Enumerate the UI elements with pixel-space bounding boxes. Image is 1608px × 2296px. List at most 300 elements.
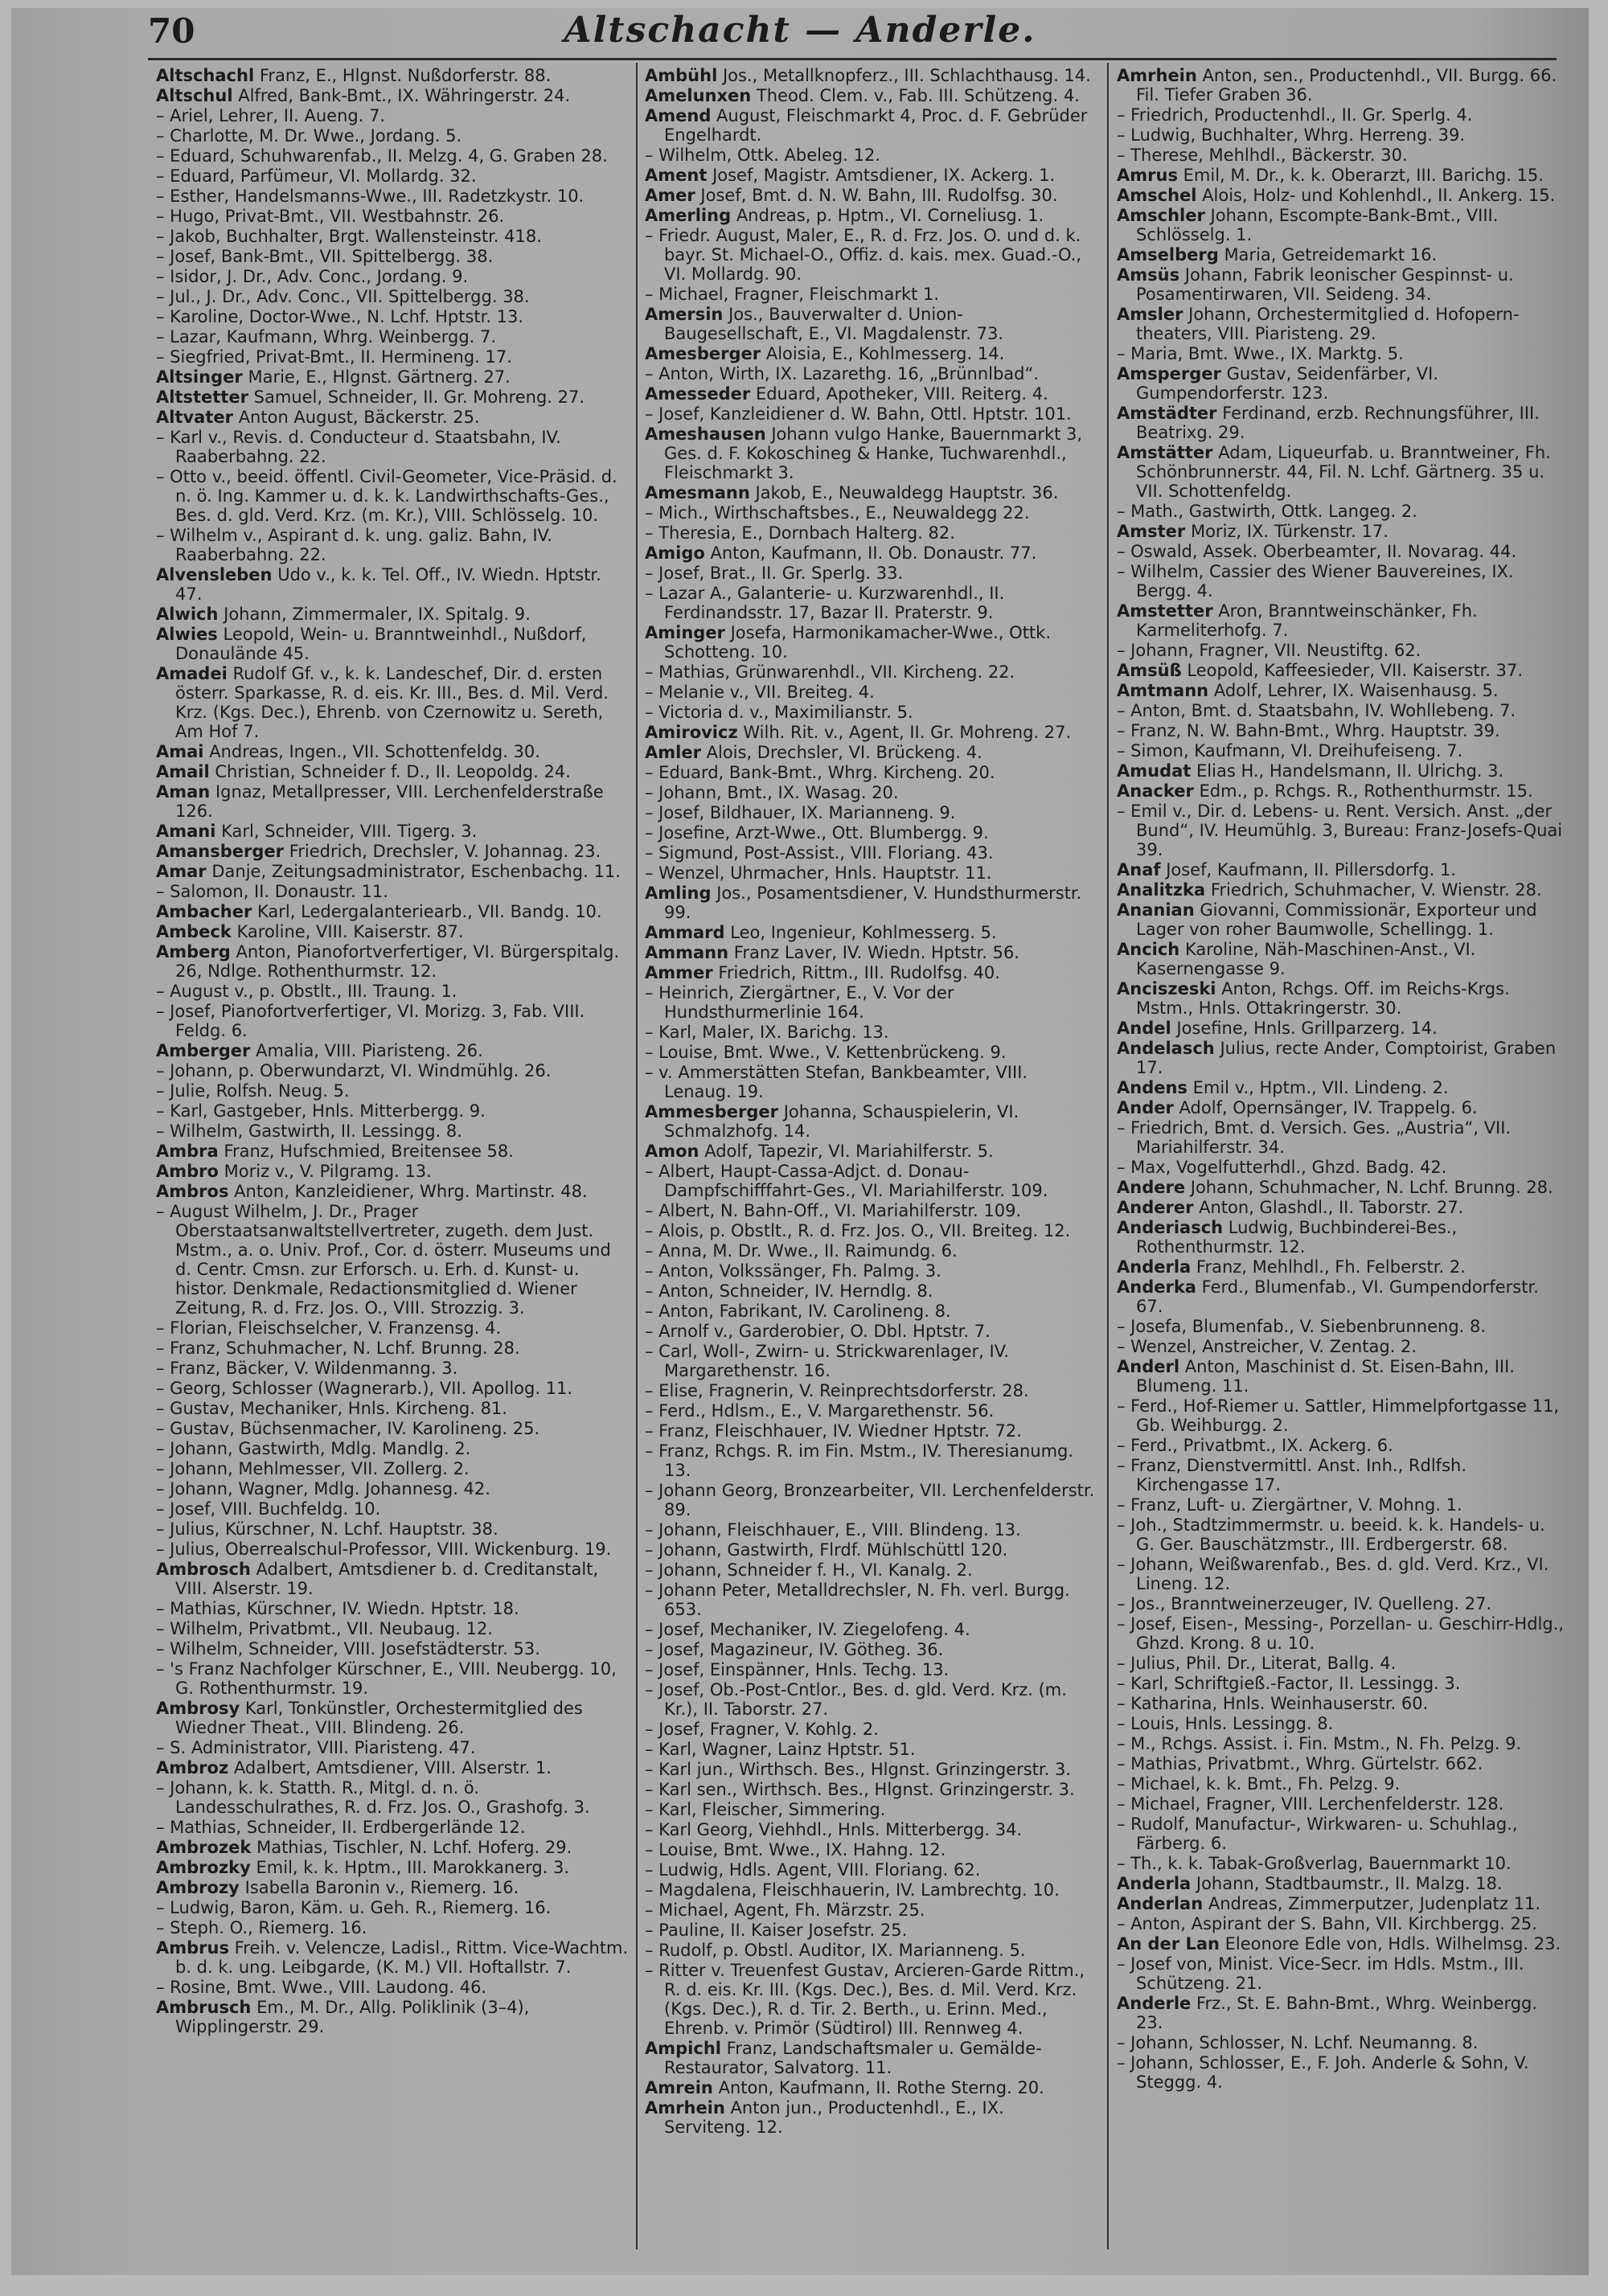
entry-surname: Amsüs xyxy=(1117,265,1180,285)
directory-entry xyxy=(645,1241,1095,1261)
directory-entry xyxy=(645,623,1095,662)
entry-details: – Julius, Oberrealschul-Professor, VIII. Wickenburg. 19. xyxy=(156,1540,612,1559)
directory-entry xyxy=(1117,979,1567,1018)
entry-details: – Lazar A., Galanterie- u. Kurzwarenhdl., II. Ferdinandsstr. 17, Bazar II. Praterstr. 9. xyxy=(645,584,1005,622)
directory-entry xyxy=(156,347,630,367)
entry-details: Ignaz, Metallpresser, VIII. Lerchenfelderstraße 126. xyxy=(175,782,604,821)
entry-surname: Amend xyxy=(645,106,712,125)
directory-entry xyxy=(1117,245,1567,264)
directory-entry xyxy=(156,387,630,407)
directory-entry xyxy=(645,1780,1095,1799)
entry-surname: Ammesberger xyxy=(645,1102,779,1121)
entry-details: – Jakob, Buchhalter, Brgt. Wallensteinstr. 418. xyxy=(156,227,542,246)
directory-entry xyxy=(1117,1118,1567,1157)
entry-details: Adolf, Tapezir, VI. Mariahilferstr. 5. xyxy=(704,1142,994,1161)
entry-details: – Oswald, Assek. Oberbeamter, II. Novarag. 44. xyxy=(1117,542,1517,561)
entry-details: – Josef von, Minist. Vice-Secr. im Hdls. Mstm., III. Schützeng. 21. xyxy=(1117,1954,1524,1993)
entry-surname: Amersin xyxy=(645,305,724,324)
entry-details: Karl, Tonkünstler, Orchestermitglied des Wiedner Theat., VIII. Blindeng. 26. xyxy=(175,1699,583,1737)
directory-entry xyxy=(156,742,630,761)
directory-entry xyxy=(645,863,1095,883)
directory-entry xyxy=(1117,1914,1567,1933)
directory-entry xyxy=(1117,1396,1567,1435)
entry-details: – Johann, k. k. Statth. R., Mitgl. d. n. ö. Landesschulrathes, R. d. Frz. Jos. O., Grashofg. 3. xyxy=(156,1778,590,1817)
directory-entry xyxy=(645,703,1095,722)
entry-details: Adalbert, Amtsdiener b. d. Creditanstalt, VIII. Alserstr. 19. xyxy=(175,1560,599,1598)
directory-entry xyxy=(1117,761,1567,781)
entry-details: Alois, Holz- und Kohlenhdl., II. Ankerg. 15. xyxy=(1202,186,1556,205)
entry-details: – Salomon, II. Donaustr. 11. xyxy=(156,882,388,901)
entry-details: Danje, Zeitungsadministrator, Eschenbachg. 11. xyxy=(211,862,621,881)
entry-details: Leo, Ingenieur, Kohlmesserg. 5. xyxy=(730,923,997,942)
directory-entry xyxy=(156,428,630,466)
entry-details: Marie, E., Hlgnst. Gärtnerg. 27. xyxy=(248,367,511,387)
entry-surname: Anacker xyxy=(1117,781,1194,801)
entry-details: – Magdalena, Fleischhauerin, IV. Lambrechtg. 10. xyxy=(645,1880,1060,1900)
directory-entry xyxy=(1117,1218,1567,1257)
entry-details: Josef, Bmt. d. N. W. Bahn, III. Rudolfsg. 30. xyxy=(700,186,1058,205)
entry-surname: Andere xyxy=(1117,1178,1186,1197)
entry-details: – Josefa, Blumenfab., V. Siebenbrunneng. 8. xyxy=(1117,1317,1487,1336)
directory-entry xyxy=(645,166,1095,185)
entry-details: – Franz, Bäcker, V. Wildenmanng. 3. xyxy=(156,1359,458,1378)
directory-entry xyxy=(645,1342,1095,1380)
entry-details: – Wilhelm, Cassier des Wiener Bauvereines, IX. Bergg. 4. xyxy=(1117,562,1514,601)
entry-details: Anton, Maschinist d. St. Eisen-Bahn, III. Blumeng. 11. xyxy=(1136,1357,1515,1396)
directory-entry xyxy=(645,305,1095,343)
directory-entry xyxy=(645,2039,1095,2077)
entry-surname: Amelunxen xyxy=(645,86,752,105)
directory-entry xyxy=(1117,1654,1567,1673)
entry-details: – Franz, N. W. Bahn-Bmt., Whrg. Hauptstr. 39. xyxy=(1117,721,1500,740)
entry-surname: Ambeck xyxy=(156,922,232,941)
entry-details: – Karl Georg, Viehhdl., Hnls. Mitterbergg. 34. xyxy=(645,1820,1023,1839)
directory-entry xyxy=(645,564,1095,583)
directory-entry xyxy=(645,823,1095,843)
entry-details: Leopold, Wein- u. Branntweinhdl., Nußdorf, Donaulände 45. xyxy=(175,625,587,663)
entry-details: – Joh., Stadtzimmermstr. u. beeid. k. k. Handels- u. G. Ger. Bauschätzmstr., III. Erdbergerstr. 68. xyxy=(1117,1515,1545,1554)
entry-surname: Ambühl xyxy=(645,66,718,85)
entry-details: – Michael, Fragner, VIII. Lerchenfelderstr. 128. xyxy=(1117,1794,1504,1814)
entry-details: – Karl jun., Wirthsch. Bes., Hlgnst. Grinzingerstr. 3. xyxy=(645,1760,1071,1779)
directory-entry xyxy=(645,743,1095,762)
directory-entry xyxy=(645,106,1095,145)
directory-entry xyxy=(156,902,630,921)
entry-details: Gustav, Seidenfärber, VI. Gumpendorferstr. 123. xyxy=(1136,364,1439,403)
entry-surname: Ambrusch xyxy=(156,1998,252,2017)
directory-entry xyxy=(645,503,1095,523)
entry-details: – Michael, Fragner, Fleischmarkt 1. xyxy=(645,285,940,304)
directory-entry xyxy=(645,963,1095,982)
entry-details: – Johann, Schlosser, N. Lchf. Neumanng. 8. xyxy=(1117,2033,1479,2052)
directory-entry xyxy=(156,862,630,881)
entry-surname: Anderer xyxy=(1117,1198,1194,1217)
entry-details: Karoline, Näh-Maschinen-Anst., VI. Kasernengasse 9. xyxy=(1136,940,1476,978)
directory-entry xyxy=(156,166,630,186)
entry-surname: Amstetter xyxy=(1117,601,1213,621)
directory-entry xyxy=(156,267,630,286)
entry-details: – Karl, Fleischer, Simmering. xyxy=(645,1800,886,1819)
directory-entry xyxy=(645,1261,1095,1281)
entry-surname: Ampichl xyxy=(645,2039,721,2058)
entry-details: – Gustav, Büchsenmacher, IV. Karolineng. 25. xyxy=(156,1419,540,1438)
entry-details: – Rudolf, Manufactur-, Wirkwaren- u. Schuhlag., Färberg. 6. xyxy=(1117,1814,1518,1853)
entry-details: Karl, Ledergalanteriearb., VII. Bandg. 10. xyxy=(257,902,602,921)
directory-entry xyxy=(156,247,630,266)
entry-details: – Franz, Dienstvermittl. Anst. Inh., Rdlfsh. Kirchengasse 17. xyxy=(1117,1456,1466,1494)
entry-details: – Johann, Wagner, Mdlg. Johannesg. 42. xyxy=(156,1479,490,1499)
entry-details: Jos., Metallknopferz., III. Schlachthausg. 14. xyxy=(722,66,1091,85)
entry-details: – Mich., Wirthschaftsbes., E., Neuwaldegg 22. xyxy=(645,503,1030,523)
entry-details: – Emil v., Dir. d. Lebens- u. Rent. Versich. Anst. „der Bund“, IV. Heumühlg. 3, Bureau: Franz-Josefs-Quai 39. xyxy=(1117,802,1563,859)
entry-surname: Amsler xyxy=(1117,305,1183,324)
entry-details: Udo v., k. k. Tel. Off., IV. Wiedn. Hptstr. 47. xyxy=(175,565,601,604)
entry-details: Andreas, Zimmerputzer, Judenplatz 11. xyxy=(1208,1894,1541,1913)
entry-details: – Josef, Fragner, V. Kohlg. 2. xyxy=(645,1720,879,1739)
directory-entry xyxy=(1117,404,1567,442)
directory-entry xyxy=(1117,344,1567,363)
directory-entry xyxy=(645,86,1095,105)
entry-surname: Ambro xyxy=(156,1162,219,1181)
directory-entry xyxy=(1117,2053,1567,2092)
directory-entry xyxy=(645,543,1095,563)
entry-surname: Ander xyxy=(1117,1098,1174,1117)
directory-entry xyxy=(645,662,1095,682)
entry-surname: Amadei xyxy=(156,664,228,683)
entry-details: – Charlotte, M. Dr. Wwe., Jordang. 5. xyxy=(156,126,462,146)
entry-surname: Ambra xyxy=(156,1142,219,1161)
entry-surname: Amstädter xyxy=(1117,404,1217,423)
directory-entry xyxy=(156,782,630,821)
running-head: Altschacht — Anderle. xyxy=(564,10,1036,51)
entry-details: Adalbert, Amtsdiener, VIII. Alserstr. 1. xyxy=(233,1758,552,1777)
entry-surname: Amsüß xyxy=(1117,661,1182,680)
directory-entry xyxy=(156,565,630,604)
directory-entry xyxy=(1117,1337,1567,1356)
entry-surname: Amon xyxy=(645,1142,699,1161)
directory-entry xyxy=(1117,186,1567,205)
entry-details: – M., Rchgs. Assist. i. Fin. Mstm., N. Fh. Pelzg. 9. xyxy=(1117,1734,1522,1753)
directory-entry xyxy=(156,66,630,85)
entry-details: Johann, Escompte-Bank-Bmt., VIII. Schlösselg. 1. xyxy=(1136,206,1499,244)
entry-details: – Franz, Fleischhauer, IV. Wiedner Hptstr. 72. xyxy=(645,1421,1022,1441)
entry-details: – 's Franz Nachfolger Kürschner, E., VIII. Neubergg. 10, G. Rothenthurmstr. 19. xyxy=(156,1659,617,1698)
directory-entry xyxy=(156,1439,630,1458)
entry-surname: Anciszeski xyxy=(1117,979,1216,998)
entry-details: – Theresia, E., Dornbach Halterg. 82. xyxy=(645,523,955,543)
directory-entry xyxy=(1117,1954,1567,1993)
entry-details: Maria, Getreidemarkt 16. xyxy=(1224,245,1438,264)
directory-entry xyxy=(1117,542,1567,561)
entry-surname: Amberger xyxy=(156,1041,251,1060)
entry-surname: Ambros xyxy=(156,1182,229,1201)
entry-details: – Karl, Gastgeber, Hnls. Mitterbergg. 9. xyxy=(156,1101,486,1121)
directory-entry xyxy=(156,1182,630,1201)
entry-surname: Amesmann xyxy=(645,483,750,502)
entry-details: Josef, Magistr. Amtsdiener, IX. Ackerg. 1. xyxy=(712,166,1056,185)
entry-details: Elias H., Handelsmann, II. Ulrichg. 3. xyxy=(1196,761,1504,781)
directory-entry xyxy=(1117,1317,1567,1336)
directory-entry xyxy=(1117,125,1567,145)
entry-details: Andreas, p. Hptm., VI. Corneliusg. 1. xyxy=(736,206,1044,225)
directory-entry xyxy=(156,1838,630,1857)
entry-details: – Wilhelm, Privatbmt., VII. Neubaug. 12. xyxy=(156,1619,493,1638)
entry-details: Julius, recte Ander, Comptoirist, Graben 17. xyxy=(1136,1039,1557,1077)
entry-surname: Ambrosch xyxy=(156,1560,251,1579)
directory-entry xyxy=(645,1142,1095,1161)
directory-entry xyxy=(156,1699,630,1737)
directory-entry xyxy=(156,1339,630,1358)
entry-details: – Math., Gastwirth, Ottk. Langeg. 2. xyxy=(1117,502,1417,521)
directory-entry xyxy=(645,1421,1095,1441)
entry-details: – Therese, Mehlhdl., Bäckerstr. 30. xyxy=(1117,146,1408,165)
directory-entry xyxy=(645,1760,1095,1779)
entry-surname: Amrhein xyxy=(645,2098,725,2118)
directory-entry xyxy=(645,206,1095,225)
entry-details: – Mathias, Grünwarenhdl., VII. Kircheng. 22. xyxy=(645,662,1015,682)
entry-details: Johann, Orchestermitglied d. Hofopern-theaters, VIII. Piaristeng. 29. xyxy=(1136,305,1520,343)
entry-details: – Lazar, Kaufmann, Whrg. Weinbergg. 7. xyxy=(156,327,497,346)
entry-details: – Franz, Rchgs. R. im Fin. Mstm., IV. Theresianumg. 13. xyxy=(645,1441,1074,1480)
entry-details: Anton jun., Productenhdl., E., IX. Serviteng. 12. xyxy=(664,2098,1004,2137)
directory-entry xyxy=(1117,305,1567,343)
entry-details: – Johann, p. Oberwundarzt, VI. Windmühlg. 26. xyxy=(156,1061,552,1080)
entry-details: – Isidor, J. Dr., Adv. Conc., Jordang. 9. xyxy=(156,267,469,286)
directory-entry xyxy=(156,1081,630,1101)
entry-surname: Ananian xyxy=(1117,900,1195,920)
entry-details: – Mathias, Schneider, II. Erdbergerlände 12. xyxy=(156,1818,526,1837)
entry-surname: Amberg xyxy=(156,942,231,961)
entry-details: Anton, Pianofortverfertiger, VI. Bürgerspitalg. 26, Ndlge. Rothenthurmstr. 12. xyxy=(175,942,620,981)
entry-details: – Albert, N. Bahn-Off., VI. Mariahilferstr. 109. xyxy=(645,1201,1022,1220)
directory-entry xyxy=(1117,1098,1567,1117)
entry-surname: Analitzka xyxy=(1117,880,1206,900)
directory-entry xyxy=(645,1860,1095,1880)
directory-entry xyxy=(1117,265,1567,304)
entry-details: – Carl, Woll-, Zwirn- u. Strickwarenlager, IV. Margarethenstr. 16. xyxy=(645,1342,1010,1380)
header-rule xyxy=(148,58,1557,60)
entry-details: – Ludwig, Baron, Käm. u. Geh. R., Riemerg. 16. xyxy=(156,1898,552,1917)
entry-surname: Anderlan xyxy=(1117,1894,1204,1913)
directory-entry xyxy=(156,1659,630,1698)
entry-surname: Anderla xyxy=(1117,1257,1192,1277)
entry-details: – Josef, Brat., II. Gr. Sperlg. 33. xyxy=(645,564,904,583)
directory-entry xyxy=(1117,1277,1567,1316)
entry-details: Franz, Hufschmied, Breitensee 58. xyxy=(224,1142,514,1161)
directory-entry xyxy=(1117,1674,1567,1693)
directory-entry xyxy=(1117,1078,1567,1097)
entry-details: Adolf, Lehrer, IX. Waisenhausg. 5. xyxy=(1213,681,1499,700)
entry-surname: Ambrozek xyxy=(156,1838,252,1857)
directory-entry xyxy=(645,2078,1095,2097)
entry-details: – Anna, M. Dr. Wwe., II. Raimundg. 6. xyxy=(645,1241,958,1261)
entry-details: Franz Laver, IV. Wiedn. Hptstr. 56. xyxy=(733,943,1019,962)
entry-details: – Alois, p. Obstlt., R. d. Frz. Jos. O., VII. Breiteg. 12. xyxy=(645,1221,1071,1240)
directory-entry xyxy=(645,1520,1095,1540)
directory-entry xyxy=(1117,880,1567,900)
directory-entry xyxy=(1117,1874,1567,1893)
entry-details: August, Fleischmarkt 4, Proc. d. F. Gebrüder Engelhardt. xyxy=(664,106,1088,145)
directory-entry xyxy=(156,1379,630,1398)
directory-entry xyxy=(645,344,1095,363)
entry-details: Adolf, Opernsänger, IV. Trappelg. 6. xyxy=(1179,1098,1478,1117)
entry-surname: Amesseder xyxy=(645,384,751,404)
entry-details: – Eduard, Schuhwarenfab., II. Melzg. 4, G. Graben 28. xyxy=(156,146,608,166)
entry-details: Moriz v., V. Pilgramg. 13. xyxy=(224,1162,432,1181)
directory-entry xyxy=(1117,940,1567,978)
directory-entry xyxy=(1117,900,1567,939)
directory-entry xyxy=(156,146,630,166)
directory-entry xyxy=(1117,681,1567,700)
directory-entry xyxy=(156,1540,630,1559)
directory-entry xyxy=(1117,701,1567,720)
directory-entry xyxy=(1117,1019,1567,1038)
entry-details: – Josef, Ob.-Post-Cntlor., Bes. d. gld. Verd. Krz. (m. Kr.), II. Taborstr. 27. xyxy=(645,1680,1067,1719)
directory-entry xyxy=(645,483,1095,502)
entry-surname: An der Lan xyxy=(1117,1934,1220,1954)
entry-details: Adam, Liqueurfab. u. Branntweiner, Fh. Schönbrunnerstr. 44, Fil. N. Lchf. Gärtnerg. 35 u. VII. Schottenfeldg. xyxy=(1136,443,1551,501)
entry-details: Aron, Branntweinschänker, Fh. Karmeliterhofg. 7. xyxy=(1136,601,1478,640)
entry-details: Freih. v. Velencze, Ladisl., Rittm. Vice-Wachtm. b. d. k. ung. Leibgarde, (K. M.) VII. Hoftallstr. 7. xyxy=(175,1938,629,1977)
directory-entry xyxy=(156,1419,630,1438)
entry-details: Josefa, Harmonikamacher-Wwe., Ottk. Schotteng. 10. xyxy=(664,623,1051,662)
entry-details: – Johann, Gastwirth, Mdlg. Mandlg. 2. xyxy=(156,1439,471,1458)
entry-details: – Josef, Eisen-, Messing-, Porzellan- u. Geschirr-Hdlg., Ghzd. Krong. 8 u. 10. xyxy=(1117,1614,1565,1653)
entry-details: – Julie, Rolfsh. Neug. 5. xyxy=(156,1081,350,1101)
entry-details: Moriz, IX. Türkenstr. 17. xyxy=(1190,522,1389,541)
entry-details: – Anton, Fabrikant, IV. Carolineng. 8. xyxy=(645,1302,951,1321)
entry-surname: Ancich xyxy=(1117,940,1180,959)
directory-entry xyxy=(1117,1614,1567,1653)
entry-details: – Siegfried, Privat-Bmt., II. Hermineng. 17. xyxy=(156,347,512,367)
entry-surname: Ammann xyxy=(645,943,729,962)
entry-details: – Melanie v., VII. Breiteg. 4. xyxy=(645,683,875,702)
directory-entry xyxy=(645,584,1095,622)
entry-surname: Amai xyxy=(156,742,204,761)
entry-details: – Julius, Phil. Dr., Literat, Ballg. 4. xyxy=(1117,1654,1397,1673)
directory-entry xyxy=(1117,105,1567,125)
entry-surname: Altvater xyxy=(156,408,233,427)
directory-entry xyxy=(156,1858,630,1877)
entry-surname: Ambroz xyxy=(156,1758,229,1777)
entry-details: – Johann Georg, Bronzearbeiter, VII. Lerchenfelderstr. 89. xyxy=(645,1481,1095,1519)
directory-entry xyxy=(1117,1178,1567,1197)
entry-details: – Jul., J. Dr., Adv. Conc., VII. Spittelbergg. 38. xyxy=(156,287,530,306)
entry-details: – Johann Peter, Metalldrechsler, N. Fh. verl. Burgg. 653. xyxy=(645,1581,1070,1619)
entry-surname: Ambrozy xyxy=(156,1878,240,1897)
column-3 xyxy=(1117,66,1567,2093)
directory-entry xyxy=(1117,641,1567,660)
entry-details: – Ariel, Lehrer, II. Aueng. 7. xyxy=(156,106,386,125)
directory-entry xyxy=(645,1481,1095,1519)
entry-details: – Heinrich, Ziergärtner, E., V. Vor der Hundsthurmerlinie 164. xyxy=(645,983,954,1022)
entry-details: – Rosine, Bmt. Wwe., VIII. Laudong. 46. xyxy=(156,1978,487,1997)
directory-entry xyxy=(645,1302,1095,1321)
directory-entry xyxy=(156,1998,630,2036)
entry-details: Eduard, Apotheker, VIII. Reiterg. 4. xyxy=(755,384,1048,404)
entry-details: Anton August, Bäckerstr. 25. xyxy=(238,408,480,427)
entry-details: – Mathias, Kürschner, IV. Wiedn. Hptstr. 18. xyxy=(156,1599,519,1618)
directory-entry xyxy=(156,1738,630,1757)
entry-details: Johann vulgo Hanke, Bauernmarkt 3, Ges. d. F. Kokoschineg & Hanke, Tuchwarenhdl., Fleischmarkt 3. xyxy=(664,424,1083,482)
directory-entry xyxy=(156,367,630,387)
entry-surname: Amster xyxy=(1117,522,1186,541)
directory-entry xyxy=(1117,721,1567,740)
entry-surname: Alwies xyxy=(156,625,218,644)
directory-entry xyxy=(156,1121,630,1141)
entry-details: – Karl, Schriftgieß.-Factor, II. Lessingg. 3. xyxy=(1117,1674,1461,1693)
entry-details: Jakob, E., Neuwaldegg Hauptstr. 36. xyxy=(755,483,1059,502)
entry-details: Anton, Kaufmann, II. Ob. Donaustr. 77. xyxy=(710,543,1037,563)
entry-surname: Andens xyxy=(1117,1078,1188,1097)
directory-entry xyxy=(645,884,1095,922)
directory-entry xyxy=(1117,66,1567,105)
directory-entry xyxy=(645,424,1095,482)
directory-entry xyxy=(156,982,630,1001)
entry-details: – Karl, Wagner, Lainz Hptstr. 51. xyxy=(645,1740,916,1759)
entry-surname: Amar xyxy=(156,862,207,881)
entry-details: – S. Administrator, VIII. Piaristeng. 47. xyxy=(156,1738,476,1757)
directory-entry xyxy=(1117,1555,1567,1593)
directory-entry xyxy=(645,384,1095,404)
entry-details: Johann, Schuhmacher, N. Lchf. Brunng. 28. xyxy=(1190,1178,1553,1197)
entry-details: Anton, sen., Productenhdl., VII. Burgg. 66. Fil. Tiefer Graben 36. xyxy=(1136,66,1557,105)
column-2 xyxy=(645,66,1095,2138)
directory-entry xyxy=(645,1322,1095,1341)
entry-details: – Maria, Bmt. Wwe., IX. Marktg. 5. xyxy=(1117,344,1404,363)
entry-details: Emil v., Hptm., VII. Lindeng. 2. xyxy=(1192,1078,1449,1097)
directory-entry xyxy=(1117,562,1567,601)
directory-entry xyxy=(645,763,1095,782)
entry-details: – Anton, Wirth, IX. Lazarethg. 16, „Brünnlbad“. xyxy=(645,364,1040,383)
directory-entry xyxy=(645,1063,1095,1101)
entry-details: Ludwig, Buchbinderei-Bes., Rothenthurmstr. 12. xyxy=(1136,1218,1458,1257)
entry-details: Alois, Drechsler, VI. Brückeng. 4. xyxy=(706,743,982,762)
entry-details: – Karl v., Revis. d. Conducteur d. Staatsbahn, IV. Raaberbahng. 22. xyxy=(156,428,561,466)
directory-entry xyxy=(156,227,630,246)
directory-entry xyxy=(645,943,1095,962)
entry-details: Jos., Bauverwalter d. Union-Baugesellschaft, E., VI. Magdalenstr. 73. xyxy=(664,305,1004,343)
directory-entry xyxy=(156,1479,630,1499)
entry-details: Franz, Landschaftsmaler u. Gemälde-Restaurator, Salvatorg. 11. xyxy=(664,2039,1042,2077)
directory-entry xyxy=(156,1061,630,1080)
entry-details: Christian, Schneider f. D., II. Leopoldg. 24. xyxy=(215,762,571,781)
entry-details: Johann, Zimmermaler, IX. Spitalg. 9. xyxy=(224,605,531,624)
directory-entry xyxy=(156,1041,630,1060)
entry-details: Theod. Clem. v., Fab. III. Schützeng. 4. xyxy=(756,86,1080,105)
entry-details: Franz, E., Hlgnst. Nußdorferstr. 88. xyxy=(259,66,552,85)
entry-details: – Johann, Fleischhauer, E., VIII. Blindeng. 13. xyxy=(645,1520,1021,1540)
entry-details: Josef, Kaufmann, II. Pillersdorfg. 1. xyxy=(1166,860,1456,879)
entry-details: Friedrich, Rittm., III. Rudolfsg. 40. xyxy=(718,963,1000,982)
directory-page xyxy=(11,8,1589,2275)
entry-details: – Franz, Luft- u. Ziergärtner, V. Mohng. 1. xyxy=(1117,1495,1462,1515)
entry-details: – Friedrich, Bmt. d. Versich. Ges. „Austria“, VII. Mariahilferstr. 34. xyxy=(1117,1118,1512,1157)
entry-details: Karoline, VIII. Kaiserstr. 87. xyxy=(236,922,464,941)
directory-entry xyxy=(156,307,630,326)
entry-details: – Anton, Bmt. d. Staatsbahn, IV. Wohllebeng. 7. xyxy=(1117,701,1516,720)
directory-entry xyxy=(156,1162,630,1181)
directory-entry xyxy=(1117,1734,1567,1753)
directory-entry xyxy=(156,605,630,624)
entry-details: – Johann, Weißwarenfab., Bes. d. gld. Verd. Krz., VI. Lineng. 12. xyxy=(1117,1555,1549,1593)
entry-details: – Simon, Kaufmann, VI. Dreihufeiseng. 7. xyxy=(1117,741,1463,761)
entry-details: – Albert, Haupt-Cassa-Adjct. d. Donau-Dampfschifffahrt-Ges., VI. Mariahilferstr. 109. xyxy=(645,1162,1048,1200)
directory-entry xyxy=(156,942,630,981)
entry-surname: Amer xyxy=(645,186,695,205)
entry-details: Isabella Baronin v., Riemerg. 16. xyxy=(244,1878,519,1897)
entry-details: – Karl, Maler, IX. Barichg. 13. xyxy=(645,1023,889,1042)
